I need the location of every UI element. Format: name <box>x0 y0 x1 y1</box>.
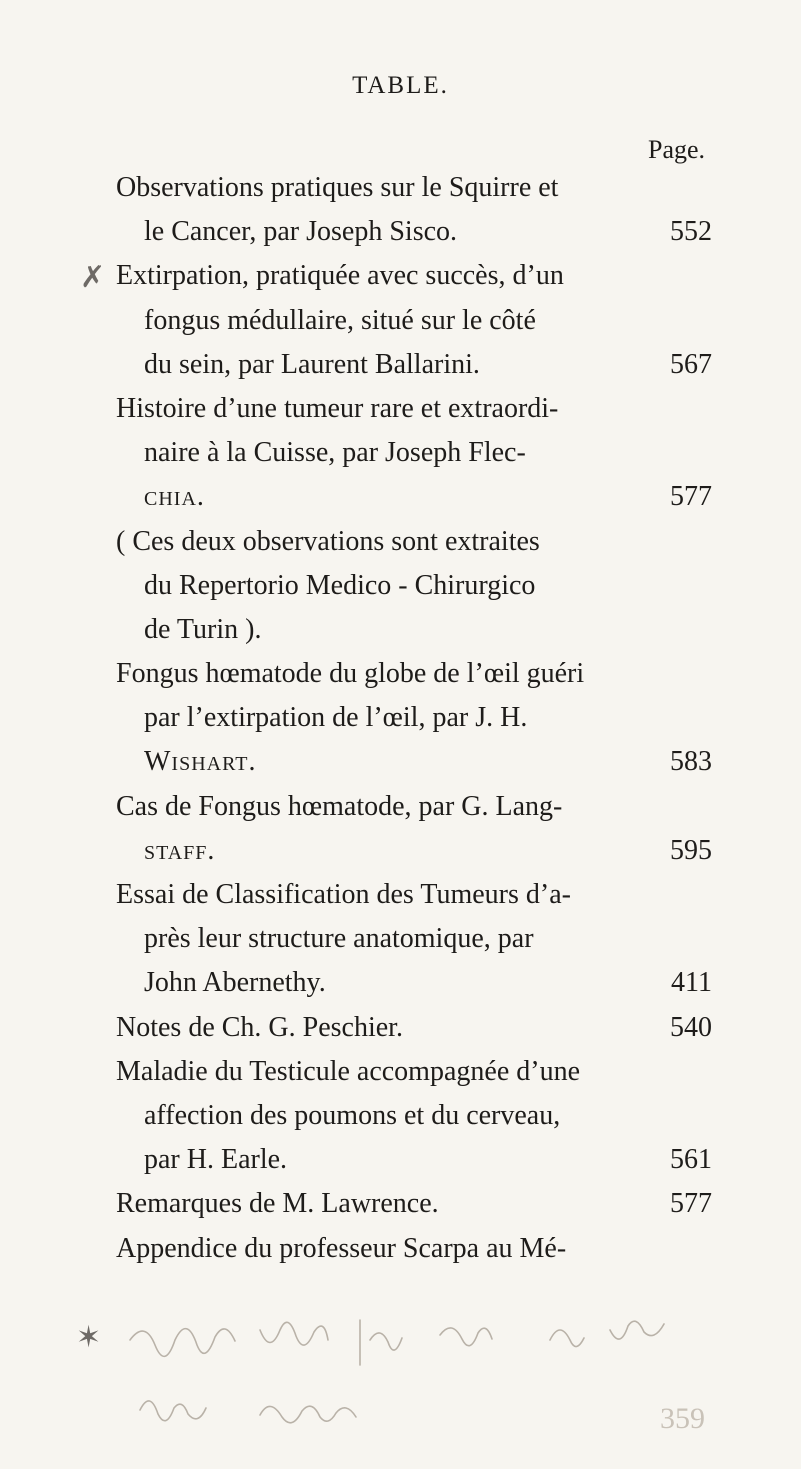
toc-entry-line: Cas de Fongus hœmatode, par G. Lang- <box>116 790 563 822</box>
toc-entry-line: du sein, par Laurent Ballarini. <box>144 348 480 380</box>
toc-entry-line: Remarques de M. Lawrence. <box>116 1188 439 1220</box>
toc-entry-line: de Turin ). <box>144 613 262 645</box>
toc-entry-line: Appendice du professeur Scarpa au Mé- <box>116 1232 567 1264</box>
page-header: TABLE. <box>352 72 449 99</box>
toc-entry-line: John Abernethy. <box>144 967 326 999</box>
toc-page-number: 411 <box>671 967 712 999</box>
toc-entry <box>116 166 712 254</box>
toc-entry-line: Histoire d’une tumeur rare et extraordi- <box>116 392 559 424</box>
toc-entry <box>116 1182 712 1226</box>
toc-entry-line: fongus médullaire, situé sur le côté <box>144 304 536 336</box>
toc-entry <box>116 387 712 520</box>
toc-entry-line: du Repertorio Medico - Chirurgico <box>144 569 536 601</box>
toc-entry-line: Notes de Ch. G. Peschier. <box>116 1011 403 1043</box>
toc-entry <box>116 1050 712 1183</box>
toc-entry-line: Maladie du Testicule accompagnée d’une <box>116 1055 580 1087</box>
toc-page-number: 561 <box>670 1144 712 1176</box>
toc-entry-line: naire à la Cuisse, par Joseph Flec- <box>144 437 526 469</box>
toc-page-number: 595 <box>670 834 712 866</box>
toc-entry-line: par l’extirpation de l’œil, par J. H. <box>144 702 528 734</box>
toc-entry-line: près leur structure anatomique, par <box>144 923 534 955</box>
toc-entry-line: staff. <box>144 834 216 866</box>
toc-entry <box>116 873 712 1006</box>
toc-page-number: 577 <box>670 481 712 513</box>
footer-page-number: 359 <box>660 1402 705 1435</box>
toc-page-number: 540 <box>670 1011 712 1043</box>
margin-mark-icon: ✶ <box>76 1321 102 1354</box>
toc-entry <box>116 1227 712 1271</box>
toc-page-number: 552 <box>670 216 712 248</box>
toc-page-number: 577 <box>670 1188 712 1220</box>
toc-entry-line: par H. Earle. <box>144 1144 288 1176</box>
toc-entry <box>116 1006 712 1050</box>
toc-entry-line: Observations pratiques sur le Squirre et <box>116 172 559 203</box>
toc-entry <box>116 520 712 653</box>
toc-entry <box>116 785 712 873</box>
toc-entry-line: affection des poumons et du cerveau, <box>144 1099 561 1131</box>
margin-mark-icon: ✗ <box>80 261 106 294</box>
toc-entry-line: chia. <box>144 481 205 513</box>
toc-page-number: 567 <box>670 348 712 380</box>
toc-entry-line: Fongus hœmatode du globe de l’œil guéri <box>116 658 585 690</box>
toc-entry <box>116 652 712 785</box>
page-column-label: Page. <box>648 135 706 164</box>
table-of-contents <box>116 166 712 1271</box>
toc-entry-line: Wishart. <box>144 746 257 778</box>
toc-entry-line: ( Ces deux observations sont extraites <box>116 525 540 557</box>
toc-entry <box>116 254 712 387</box>
toc-entry-line: Essai de Classification des Tumeurs d’a- <box>116 879 571 910</box>
toc-page-number: 583 <box>670 746 712 778</box>
toc-entry-line: Extirpation, pratiquée avec succès, d’un <box>116 260 564 292</box>
toc-entry-line: le Cancer, par Joseph Sisco. <box>144 216 458 248</box>
